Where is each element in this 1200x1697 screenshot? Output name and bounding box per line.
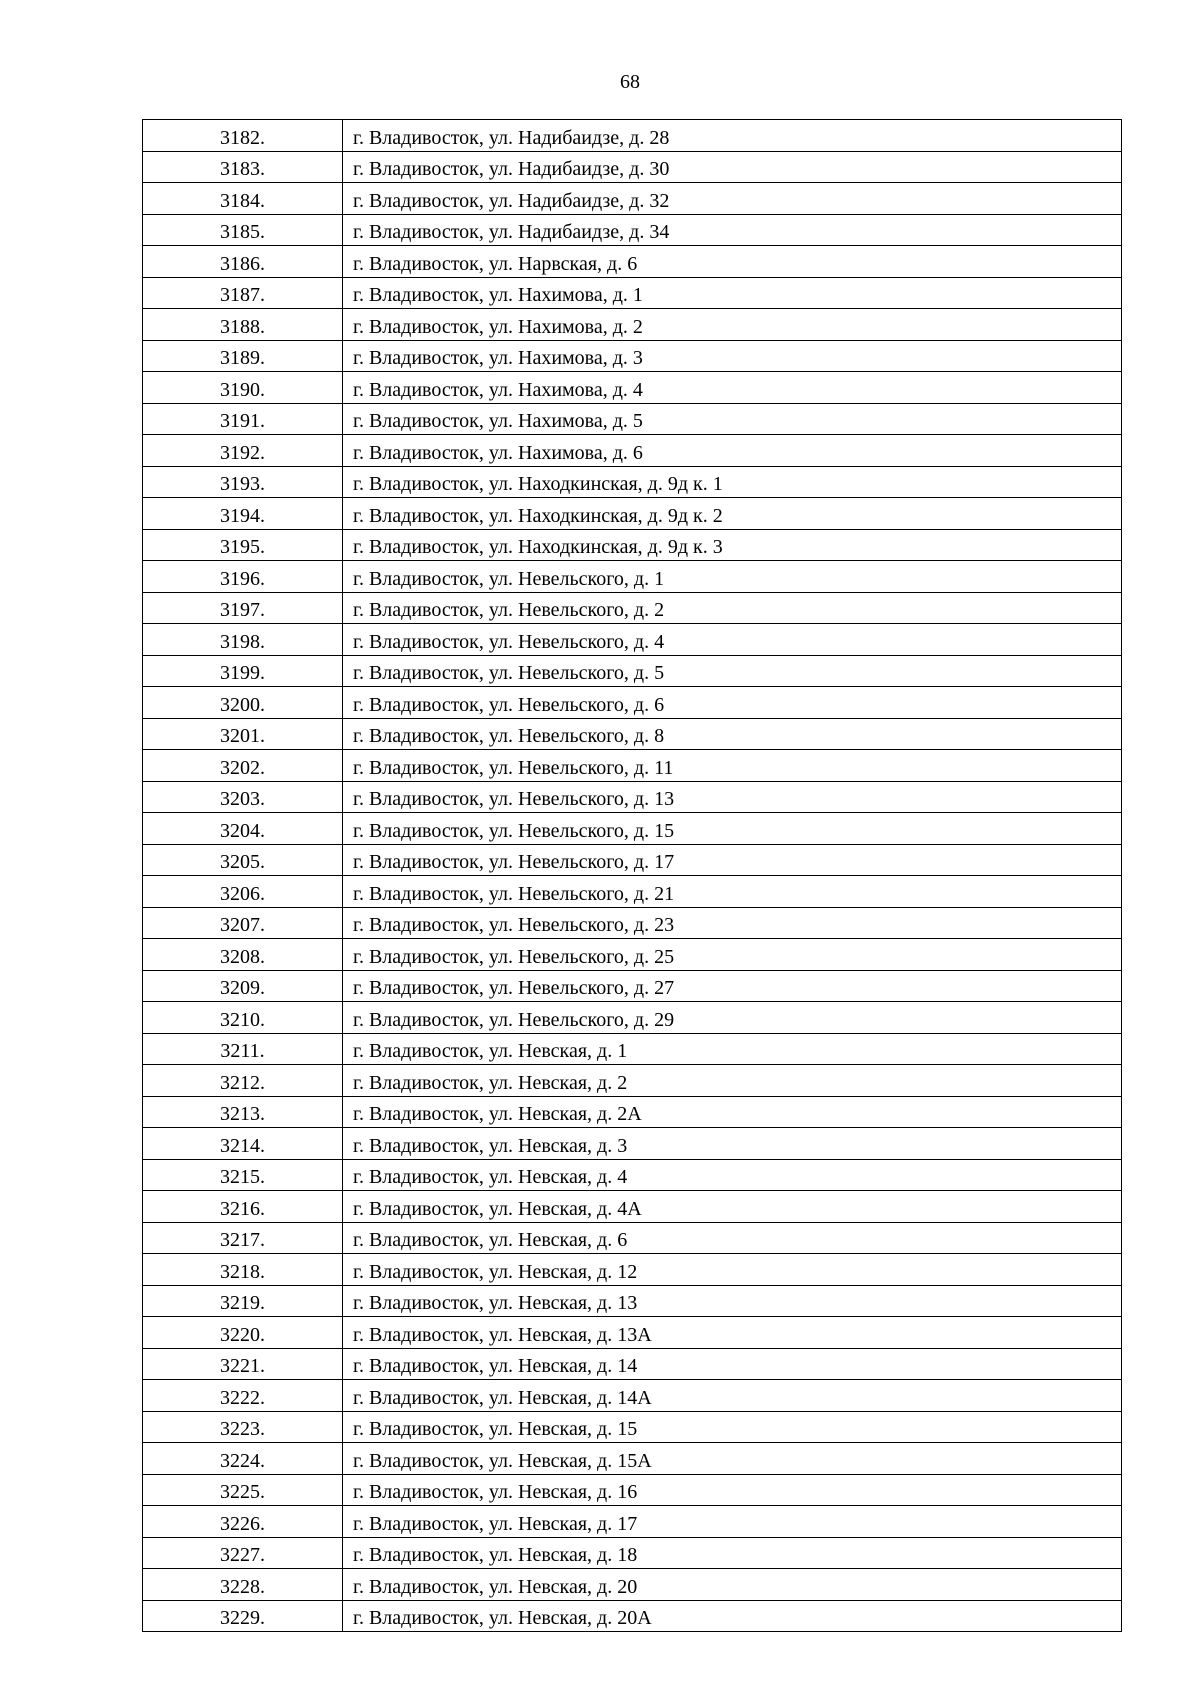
page-number: 68 bbox=[620, 71, 640, 93]
address-text: г. Владивосток, ул. Невская, д. 18 bbox=[353, 1544, 638, 1566]
address-cell bbox=[343, 1159, 1122, 1191]
row-number: 3205. bbox=[220, 851, 265, 873]
address-cell bbox=[343, 1474, 1122, 1506]
row-number: 3208. bbox=[220, 945, 265, 968]
row-number: 3227. bbox=[220, 1544, 265, 1566]
table-row bbox=[143, 1569, 1122, 1601]
address-cell bbox=[343, 309, 1122, 341]
row-number: 3219. bbox=[220, 1292, 265, 1314]
address-text: г. Владивосток, ул. Невельского, д. 13 bbox=[353, 788, 675, 810]
address-text: г. Владивосток, ул. Невельского, д. 1 bbox=[353, 567, 665, 590]
address-text: г. Владивосток, ул. Невская, д. 14А bbox=[353, 1386, 652, 1409]
address-text: г. Владивосток, ул. Невельского, д. 29 bbox=[353, 1008, 675, 1031]
row-number: 3224. bbox=[220, 1449, 265, 1472]
address-text: г. Владивосток, ул. Нахимова, д. 2 bbox=[353, 315, 643, 338]
row-number: 3192. bbox=[220, 441, 265, 464]
row-number-cell bbox=[143, 309, 343, 341]
address-cell bbox=[343, 340, 1122, 372]
table-row bbox=[143, 1033, 1122, 1065]
row-number: 3196. bbox=[220, 567, 265, 590]
address-text: г. Владивосток, ул. Находкинская, д. 9д к. 2 bbox=[353, 504, 723, 527]
table-row bbox=[143, 907, 1122, 939]
address-text: г. Владивосток, ул. Нахимова, д. 4 bbox=[353, 378, 643, 401]
table-row bbox=[143, 1254, 1122, 1286]
table-row bbox=[143, 435, 1122, 467]
address-cell bbox=[343, 1411, 1122, 1443]
table-row bbox=[143, 151, 1122, 183]
row-number: 3222. bbox=[220, 1386, 265, 1409]
row-number: 3189. bbox=[220, 347, 265, 369]
table-row bbox=[143, 1317, 1122, 1349]
address-text: г. Владивосток, ул. Находкинская, д. 9д к. 1 bbox=[353, 473, 723, 495]
row-number-cell bbox=[143, 781, 343, 813]
row-number-cell bbox=[143, 1285, 343, 1317]
row-number-cell bbox=[143, 214, 343, 246]
table-row bbox=[143, 466, 1122, 498]
row-number-cell bbox=[143, 1128, 343, 1160]
address-text: г. Владивосток, ул. Невская, д. 15 bbox=[353, 1418, 638, 1440]
address-cell bbox=[343, 1317, 1122, 1349]
address-cell bbox=[343, 1065, 1122, 1097]
table-row bbox=[143, 1380, 1122, 1412]
address-text: г. Владивосток, ул. Невская, д. 17 bbox=[353, 1512, 638, 1535]
table-row bbox=[143, 1348, 1122, 1380]
row-number: 3194. bbox=[220, 504, 265, 527]
address-text: г. Владивосток, ул. Невельского, д. 8 bbox=[353, 725, 665, 747]
address-cell bbox=[343, 970, 1122, 1002]
table-row bbox=[143, 340, 1122, 372]
table-row bbox=[143, 529, 1122, 561]
address-cell bbox=[343, 1096, 1122, 1128]
row-number-cell bbox=[143, 750, 343, 782]
row-number-cell bbox=[143, 1317, 343, 1349]
address-cell bbox=[343, 372, 1122, 404]
row-number-cell bbox=[143, 1254, 343, 1286]
address-cell bbox=[343, 907, 1122, 939]
row-number: 3193. bbox=[220, 473, 265, 495]
table-row bbox=[143, 1285, 1122, 1317]
row-number: 3225. bbox=[220, 1481, 265, 1503]
row-number-cell bbox=[143, 340, 343, 372]
row-number: 3198. bbox=[220, 630, 265, 653]
table-row bbox=[143, 718, 1122, 750]
row-number: 3201. bbox=[220, 725, 265, 747]
row-number-cell bbox=[143, 655, 343, 687]
address-cell bbox=[343, 1600, 1122, 1632]
row-number-cell bbox=[143, 1569, 343, 1601]
row-number: 3207. bbox=[220, 914, 265, 936]
address-cell bbox=[343, 1348, 1122, 1380]
address-cell bbox=[343, 1222, 1122, 1254]
address-cell bbox=[343, 1380, 1122, 1412]
row-number: 3199. bbox=[220, 662, 265, 684]
table-row bbox=[143, 687, 1122, 719]
row-number-cell bbox=[143, 1600, 343, 1632]
address-text: г. Владивосток, ул. Надибаидзе, д. 30 bbox=[353, 158, 670, 180]
address-text: г. Владивосток, ул. Нахимова, д. 6 bbox=[353, 441, 643, 464]
row-number: 3200. bbox=[220, 693, 265, 716]
row-number-cell bbox=[143, 592, 343, 624]
table-row bbox=[143, 1222, 1122, 1254]
row-number: 3186. bbox=[220, 252, 265, 275]
row-number-cell bbox=[143, 876, 343, 908]
row-number-cell bbox=[143, 970, 343, 1002]
address-table-body bbox=[143, 120, 1122, 1632]
address-text: г. Владивосток, ул. Нарвская, д. 6 bbox=[353, 252, 638, 275]
table-row bbox=[143, 592, 1122, 624]
row-number: 3218. bbox=[220, 1260, 265, 1283]
row-number-cell bbox=[143, 435, 343, 467]
address-text: г. Владивосток, ул. Невельского, д. 6 bbox=[353, 693, 665, 716]
address-cell bbox=[343, 1002, 1122, 1034]
row-number-cell bbox=[143, 1411, 343, 1443]
row-number: 3217. bbox=[220, 1229, 265, 1251]
address-cell bbox=[343, 1128, 1122, 1160]
row-number: 3195. bbox=[220, 536, 265, 558]
row-number-cell bbox=[143, 844, 343, 876]
table-row bbox=[143, 120, 1122, 152]
row-number-cell bbox=[143, 1065, 343, 1097]
address-cell bbox=[343, 939, 1122, 971]
table-row bbox=[143, 372, 1122, 404]
row-number-cell bbox=[143, 1474, 343, 1506]
row-number-cell bbox=[143, 939, 343, 971]
address-cell bbox=[343, 876, 1122, 908]
row-number: 3221. bbox=[220, 1355, 265, 1377]
table-row bbox=[143, 624, 1122, 656]
table-row bbox=[143, 844, 1122, 876]
table-row bbox=[143, 561, 1122, 593]
row-number-cell bbox=[143, 1002, 343, 1034]
table-row bbox=[143, 1537, 1122, 1569]
row-number: 3188. bbox=[220, 315, 265, 338]
row-number: 3190. bbox=[220, 378, 265, 401]
address-text: г. Владивосток, ул. Невская, д. 1 bbox=[353, 1040, 628, 1062]
address-cell bbox=[343, 687, 1122, 719]
address-cell bbox=[343, 1033, 1122, 1065]
row-number: 3211. bbox=[220, 1040, 265, 1062]
row-number-cell bbox=[143, 1159, 343, 1191]
address-cell bbox=[343, 1254, 1122, 1286]
row-number: 3204. bbox=[220, 819, 265, 842]
address-cell bbox=[343, 214, 1122, 246]
row-number: 3223. bbox=[220, 1418, 265, 1440]
address-cell bbox=[343, 561, 1122, 593]
address-text: г. Владивосток, ул. Невская, д. 12 bbox=[353, 1260, 638, 1283]
row-number: 3229. bbox=[220, 1607, 265, 1629]
address-cell bbox=[343, 277, 1122, 309]
address-text: г. Владивосток, ул. Невельского, д. 17 bbox=[353, 851, 675, 873]
row-number: 3206. bbox=[220, 882, 265, 905]
row-number-cell bbox=[143, 1443, 343, 1475]
address-cell bbox=[343, 592, 1122, 624]
table-row bbox=[143, 277, 1122, 309]
address-text: г. Владивосток, ул. Невская, д. 20А bbox=[353, 1607, 652, 1629]
row-number: 3203. bbox=[220, 788, 265, 810]
table-row bbox=[143, 1002, 1122, 1034]
address-text: г. Владивосток, ул. Невская, д. 13 bbox=[353, 1292, 638, 1314]
row-number-cell bbox=[143, 372, 343, 404]
row-number: 3216. bbox=[220, 1197, 265, 1220]
table-row bbox=[143, 813, 1122, 845]
address-cell bbox=[343, 246, 1122, 278]
row-number-cell bbox=[143, 687, 343, 719]
address-cell bbox=[343, 435, 1122, 467]
row-number: 3210. bbox=[220, 1008, 265, 1031]
address-text: г. Владивосток, ул. Невельского, д. 23 bbox=[353, 914, 675, 936]
address-text: г. Владивосток, ул. Невская, д. 2А bbox=[353, 1103, 642, 1125]
row-number-cell bbox=[143, 1506, 343, 1538]
row-number: 3202. bbox=[220, 756, 265, 779]
table-row bbox=[143, 1065, 1122, 1097]
address-text: г. Владивосток, ул. Невская, д. 3 bbox=[353, 1134, 628, 1157]
address-text: г. Владивосток, ул. Невская, д. 6 bbox=[353, 1229, 628, 1251]
address-text: г. Владивосток, ул. Нахимова, д. 1 bbox=[353, 284, 643, 306]
row-number: 3191. bbox=[220, 410, 265, 432]
row-number: 3185. bbox=[220, 221, 265, 243]
row-number: 3197. bbox=[220, 599, 265, 621]
table-row bbox=[143, 970, 1122, 1002]
address-text: г. Владивосток, ул. Невельского, д. 21 bbox=[353, 882, 675, 905]
table-row bbox=[143, 781, 1122, 813]
address-text: г. Владивосток, ул. Невельского, д. 11 bbox=[353, 756, 674, 779]
address-cell bbox=[343, 151, 1122, 183]
address-cell bbox=[343, 120, 1122, 152]
table-row bbox=[143, 1128, 1122, 1160]
row-number-cell bbox=[143, 1380, 343, 1412]
address-cell bbox=[343, 1443, 1122, 1475]
address-text: г. Владивосток, ул. Невская, д. 2 bbox=[353, 1071, 628, 1094]
row-number-cell bbox=[143, 561, 343, 593]
address-table bbox=[142, 119, 1122, 1632]
table-row bbox=[143, 403, 1122, 435]
address-cell bbox=[343, 781, 1122, 813]
address-text: г. Владивосток, ул. Невельского, д. 5 bbox=[353, 662, 665, 684]
address-text: г. Владивосток, ул. Невская, д. 20 bbox=[353, 1575, 638, 1598]
address-text: г. Владивосток, ул. Невельского, д. 27 bbox=[353, 977, 675, 999]
table-row bbox=[143, 876, 1122, 908]
address-text: г. Владивосток, ул. Невская, д. 15А bbox=[353, 1449, 652, 1472]
row-number-cell bbox=[143, 120, 343, 152]
address-text: г. Владивосток, ул. Нахимова, д. 5 bbox=[353, 410, 643, 432]
address-cell bbox=[343, 813, 1122, 845]
table-row bbox=[143, 1474, 1122, 1506]
row-number-cell bbox=[143, 246, 343, 278]
address-cell bbox=[343, 718, 1122, 750]
table-row bbox=[143, 498, 1122, 530]
table-row bbox=[143, 1411, 1122, 1443]
row-number: 3220. bbox=[220, 1323, 265, 1346]
address-cell bbox=[343, 1191, 1122, 1223]
row-number-cell bbox=[143, 498, 343, 530]
address-text: г. Владивосток, ул. Невская, д. 4А bbox=[353, 1197, 642, 1220]
address-text: г. Владивосток, ул. Невельского, д. 25 bbox=[353, 945, 675, 968]
address-text: г. Владивосток, ул. Невельского, д. 15 bbox=[353, 819, 675, 842]
row-number-cell bbox=[143, 907, 343, 939]
row-number-cell bbox=[143, 1537, 343, 1569]
table-row bbox=[143, 750, 1122, 782]
row-number: 3212. bbox=[220, 1071, 265, 1094]
address-text: г. Владивосток, ул. Невская, д. 14 bbox=[353, 1355, 638, 1377]
table-row bbox=[143, 183, 1122, 215]
table-row bbox=[143, 309, 1122, 341]
row-number-cell bbox=[143, 718, 343, 750]
address-cell bbox=[343, 1569, 1122, 1601]
row-number: 3187. bbox=[220, 284, 265, 306]
row-number-cell bbox=[143, 1348, 343, 1380]
table-row bbox=[143, 1600, 1122, 1632]
address-cell bbox=[343, 624, 1122, 656]
address-text: г. Владивосток, ул. Невельского, д. 4 bbox=[353, 630, 665, 653]
row-number: 3215. bbox=[220, 1166, 265, 1188]
row-number: 3209. bbox=[220, 977, 265, 999]
table-row bbox=[143, 1159, 1122, 1191]
address-text: г. Владивосток, ул. Невская, д. 16 bbox=[353, 1481, 638, 1503]
row-number-cell bbox=[143, 813, 343, 845]
table-row bbox=[143, 939, 1122, 971]
row-number: 3228. bbox=[220, 1575, 265, 1598]
row-number: 3183. bbox=[220, 158, 265, 180]
address-cell bbox=[343, 750, 1122, 782]
row-number-cell bbox=[143, 1191, 343, 1223]
row-number-cell bbox=[143, 529, 343, 561]
row-number: 3184. bbox=[220, 189, 265, 212]
row-number-cell bbox=[143, 151, 343, 183]
address-cell bbox=[343, 655, 1122, 687]
address-cell bbox=[343, 1537, 1122, 1569]
address-text: г. Владивосток, ул. Надибаидзе, д. 32 bbox=[353, 189, 670, 212]
row-number-cell bbox=[143, 1033, 343, 1065]
address-cell bbox=[343, 403, 1122, 435]
table-row bbox=[143, 1096, 1122, 1128]
address-text: г. Владивосток, ул. Невельского, д. 2 bbox=[353, 599, 665, 621]
table-row bbox=[143, 655, 1122, 687]
row-number-cell bbox=[143, 1222, 343, 1254]
address-text: г. Владивосток, ул. Находкинская, д. 9д к. 3 bbox=[353, 536, 723, 558]
table-row bbox=[143, 246, 1122, 278]
address-cell bbox=[343, 529, 1122, 561]
address-text: г. Владивосток, ул. Нахимова, д. 3 bbox=[353, 347, 643, 369]
address-text: г. Владивосток, ул. Невская, д. 4 bbox=[353, 1166, 628, 1188]
table-row bbox=[143, 1443, 1122, 1475]
address-text: г. Владивосток, ул. Невская, д. 13А bbox=[353, 1323, 652, 1346]
row-number-cell bbox=[143, 277, 343, 309]
table-row bbox=[143, 214, 1122, 246]
row-number: 3213. bbox=[220, 1103, 265, 1125]
address-cell bbox=[343, 498, 1122, 530]
address-cell bbox=[343, 1285, 1122, 1317]
row-number: 3214. bbox=[220, 1134, 265, 1157]
table-row bbox=[143, 1191, 1122, 1223]
row-number-cell bbox=[143, 1096, 343, 1128]
row-number-cell bbox=[143, 403, 343, 435]
address-text: г. Владивосток, ул. Надибаидзе, д. 34 bbox=[353, 221, 670, 243]
row-number-cell bbox=[143, 624, 343, 656]
row-number-cell bbox=[143, 183, 343, 215]
address-cell bbox=[343, 844, 1122, 876]
address-cell bbox=[343, 1506, 1122, 1538]
address-text: г. Владивосток, ул. Надибаидзе, д. 28 bbox=[353, 126, 670, 149]
row-number: 3182. bbox=[220, 126, 265, 149]
address-cell bbox=[343, 466, 1122, 498]
address-cell bbox=[343, 183, 1122, 215]
table-row bbox=[143, 1506, 1122, 1538]
row-number-cell bbox=[143, 466, 343, 498]
row-number: 3226. bbox=[220, 1512, 265, 1535]
